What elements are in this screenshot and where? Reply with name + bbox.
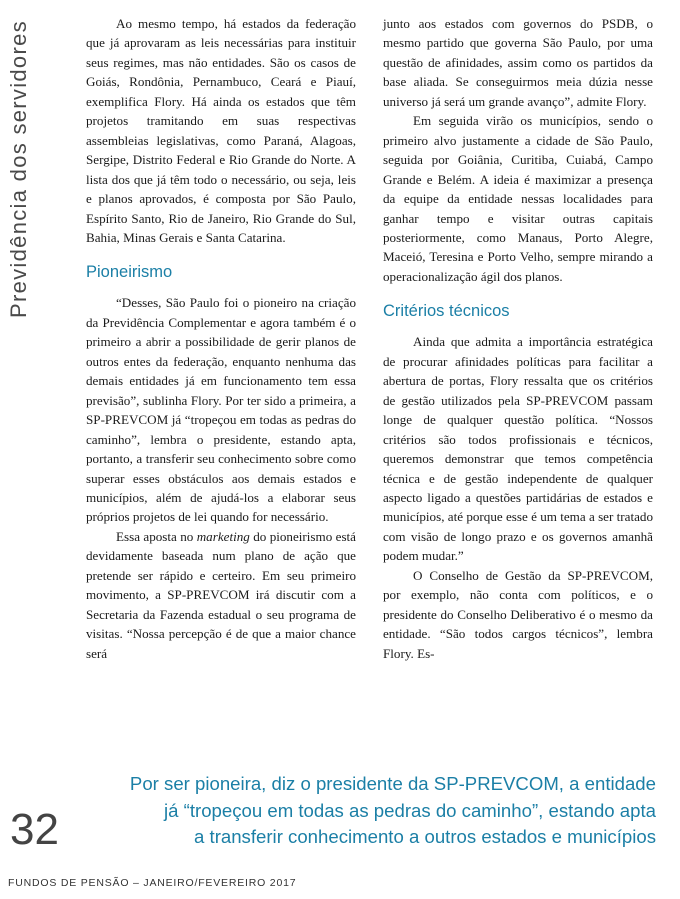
paragraph: “Desses, São Paulo foi o pioneiro na criação da Previdência Complementar e agora também é o primeiro a abrir a possibilidade de gerir planos de outros entes da federação, enquanto nenhuma das demais entidades já em funcionamento tem essa previsão”, sublinha Flory. Por ter sido a primeira, a SP-PREVCOM já “tropeçou em todas as pedras do caminho”, lembra o presidente, estando apta, portanto, a transferir seu conhecimento sobre como superar esses obstáculos aos demais estados e municípios, além de ajudá-los a elaborar seus próprios projetos de lei quando for necessário.: [86, 295, 356, 525]
paragraph: [86, 527, 356, 663]
pull-quote-line: a transferir conhecimento a outros estados e municípios: [194, 826, 656, 847]
pull-quote-line: já “tropeçou em todas as pedras do caminho”, estando apta: [164, 799, 656, 821]
subheading-pioneirismo: Pioneirismo: [86, 263, 173, 282]
page-number: 32: [10, 805, 59, 854]
paragraph: Ao mesmo tempo, há estados da federação que já aprovaram as leis necessárias para instituir seus regimes, mas não entidades. São os casos de Goiás, Rondônia, Pernambuco, Ceará e Piauí, exemplifica Flory. Há ainda os estados que têm projetos tramitando em suas respectivas assembleias legislativas, como Paraná, Alagoas, Sergipe, Distrito Federal e Rio Grande do Norte. A lista dos que já têm todo o necessário, ou seja, leis e planos aprovados, é composta por São Paulo, Espírito Santo, Rio de Janeiro, Rio Grande do Sul, Bahia, Minas Gerais e Santa Catarina.: [86, 16, 356, 245]
footer: FUNDOS DE PENSÃO – JANEIRO/FEVEREIRO 2017: [8, 877, 297, 889]
left-column: [86, 14, 356, 663]
section-title: Previdência dos servidores: [6, 20, 31, 318]
paragraph: junto aos estados com governos do PSDB, o mesmo partido que governa São Paulo, por uma questão de afinidades, assim como os partidos da base aliada. Se conseguirmos meia dúzia nesse universo já será um grande avanço”, admite Flory.: [383, 16, 653, 109]
text-run: Essa aposta no: [116, 528, 197, 544]
italic-text: marketing: [196, 528, 250, 544]
paragraph: O Conselho de Gestão da SP-PREVCOM, por exemplo, não conta com políticos, e o presidente do Conselho Deliberativo é o mesmo da entidade. “São todos cargos técnicos”, lembra Flory. Es-: [383, 567, 653, 661]
paragraph: Ainda que admita a importância estratégica de procurar afinidades políticas para facilitar a abertura de portas, Flory ressalta que os critérios de gestão utilizados pela SP-PREVCOM passam longe de qualquer questão política. “Nossos critérios são todos profissionais e técnicos, queremos demonstrar que temos competência técnica e de gestão independente de qualquer aspecto ligado a questões partidárias de estados e municípios, até porque esse é um tema a ser tratado com visão de longo prazo e os governos amanhã podem mudar.”: [383, 334, 653, 564]
pull-quote-line: Por ser pioneira, diz o presidente da SP-PREVCOM, a entidade: [129, 773, 656, 794]
pull-quote: [96, 771, 656, 851]
right-column: [383, 14, 653, 663]
text-run: do pioneirismo está devidamente baseada num plano de ação que pretende ser rápido e certeiro. Em seu primeiro movimento, a SP-PREVCOM irá discutir com a Secretaria da Fazenda estadual o seu programa de visitas. “Nossa percepção é de que a maior chance será: [86, 528, 356, 661]
subheading-criterios-tecnicos: Critérios técnicos: [383, 302, 510, 321]
paragraph: Em seguida virão os municípios, sendo o primeiro alvo justamente a cidade de São Paulo, seguida por Goiânia, Curitiba, Cuiabá, Campo Grande e Belém. A ideia é maximizar a presença da equipe da entidade nessas localidades para ganhar tempo e visitar outras capitais posteriormente, como Manaus, Porto Alegre, Maceió, Teresina e Porto Velho, sempre mirando a operacionalização ágil dos planos.: [383, 113, 653, 284]
